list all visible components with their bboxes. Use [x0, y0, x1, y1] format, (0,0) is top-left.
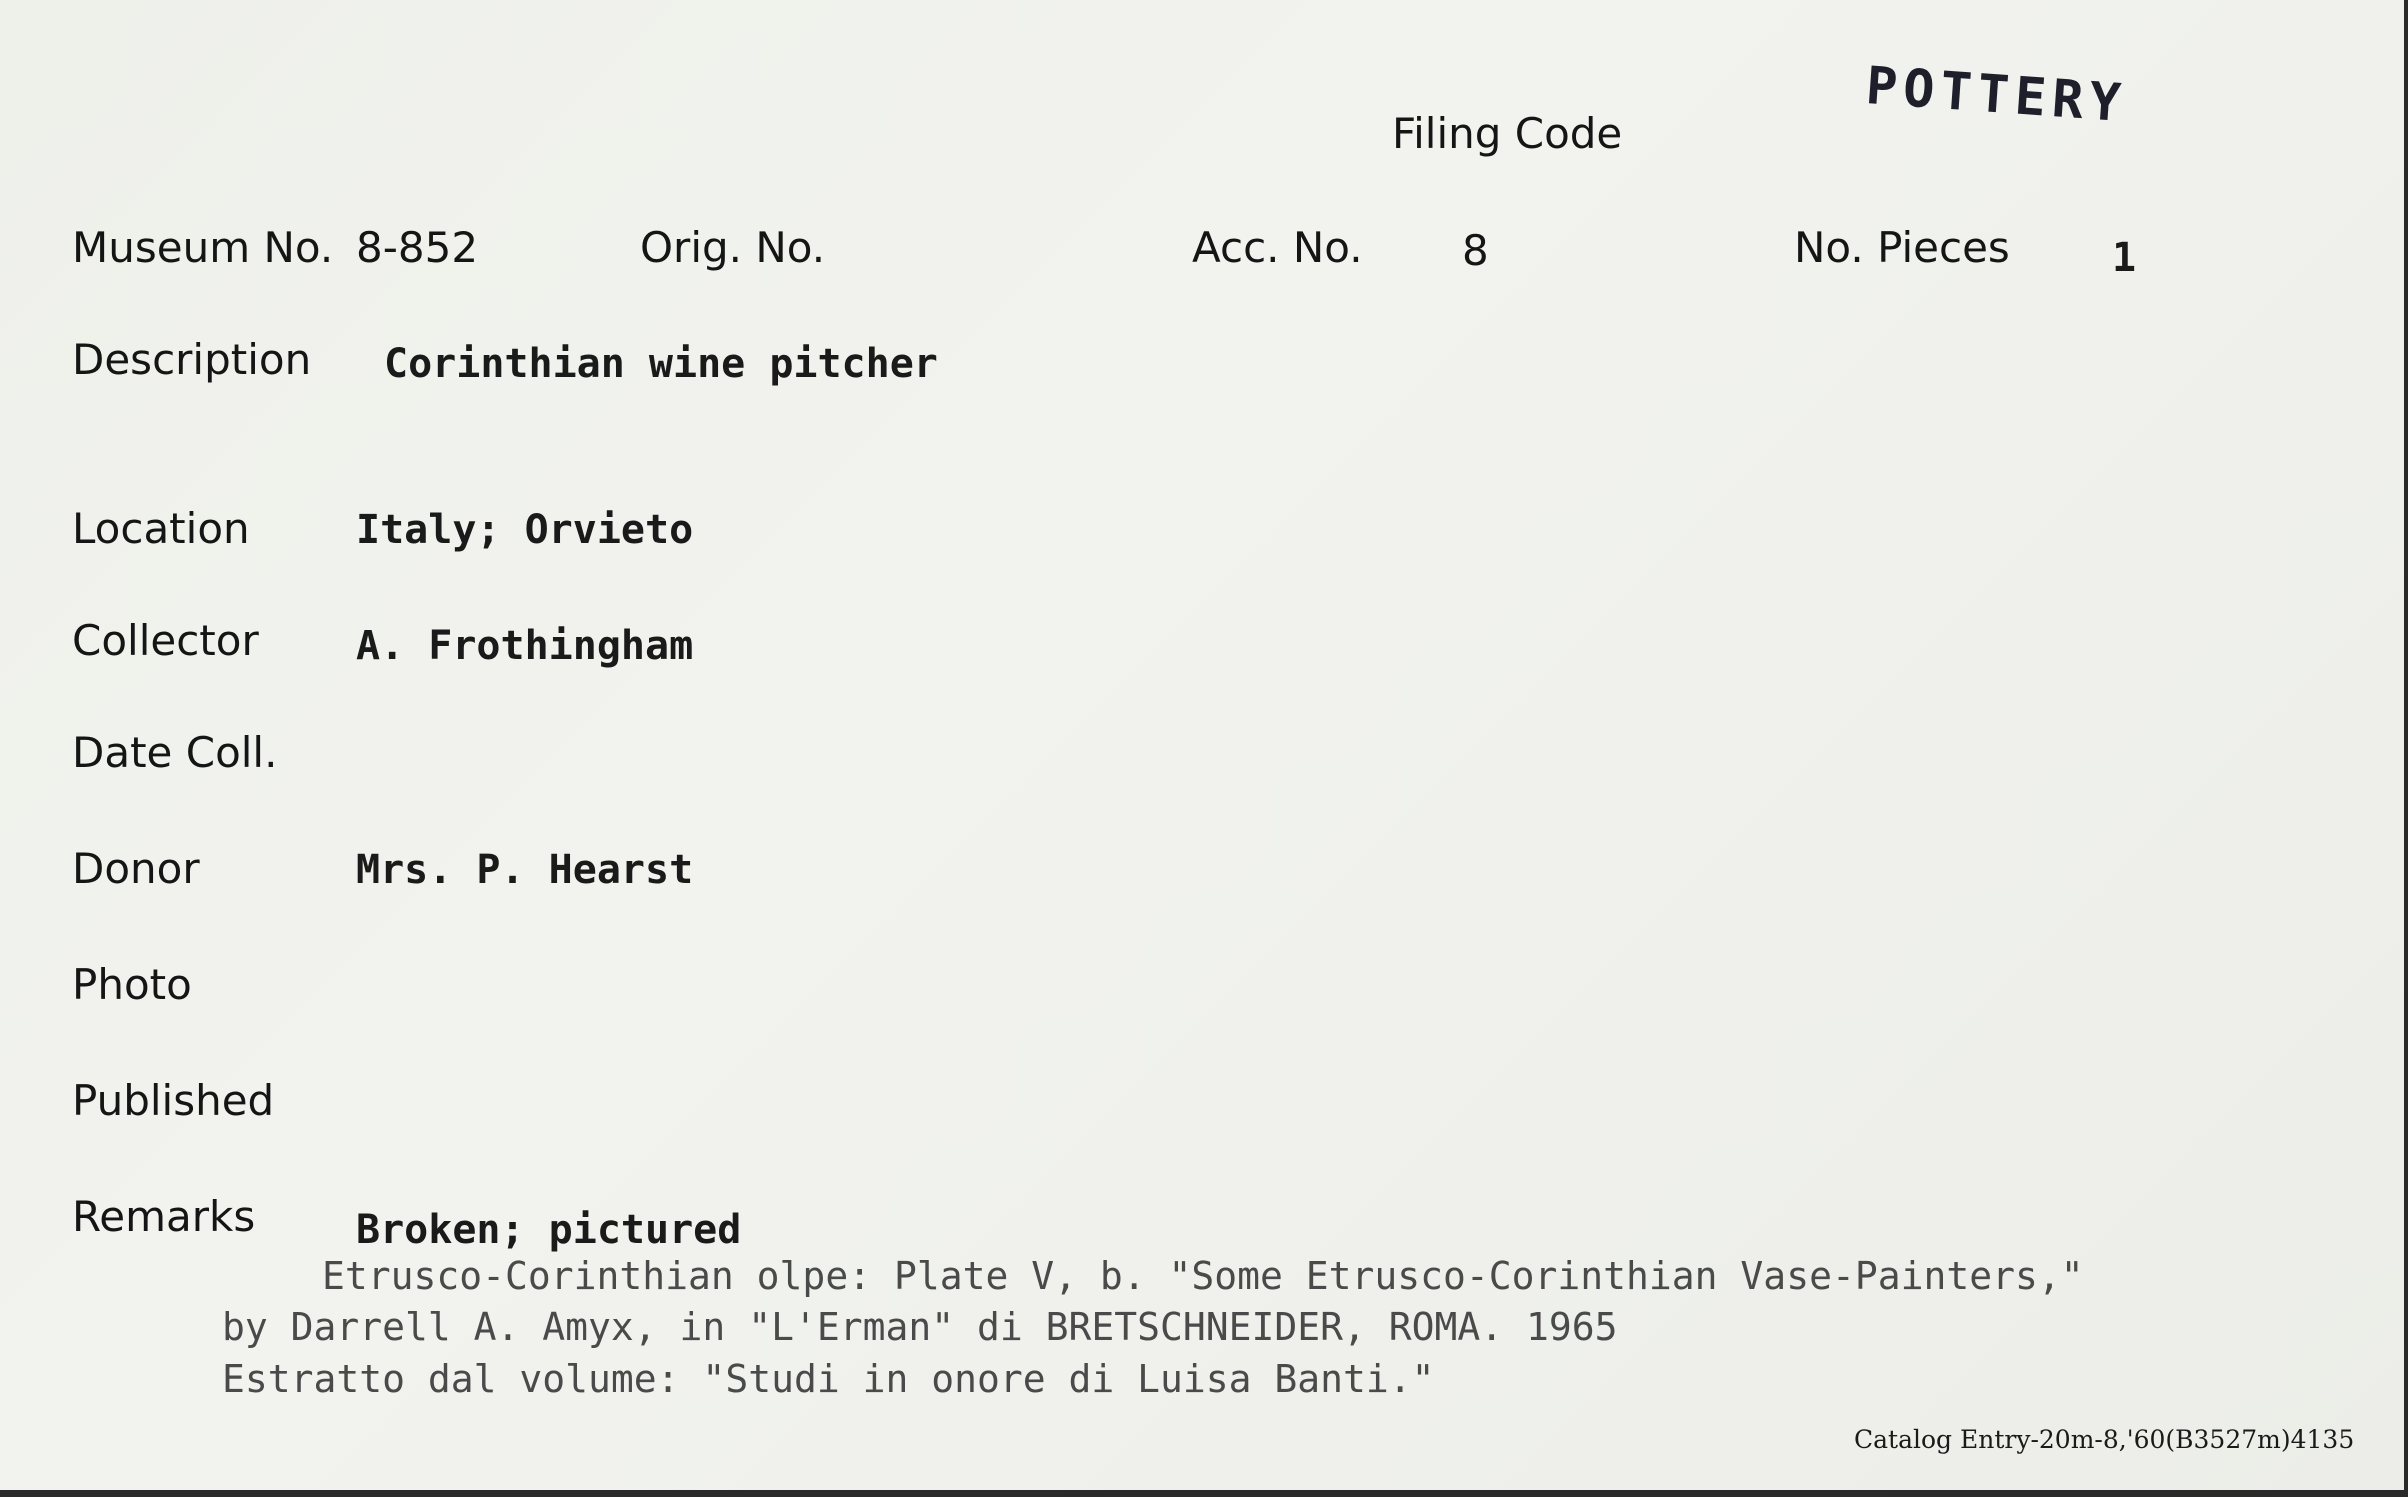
published-label: Published — [72, 1076, 275, 1125]
location-label: Location — [72, 504, 250, 553]
publication-note-line1: Etrusco-Corinthian olpe: Plate V, b. "Some Etrusco-Corinthian Vase-Painters," — [322, 1254, 2084, 1298]
acc-no-label: Acc. No. — [1192, 223, 1363, 272]
photo-label: Photo — [72, 960, 192, 1009]
collector-label: Collector — [72, 616, 259, 665]
collector-value: A. Frothingham — [356, 623, 694, 669]
acc-no-value: 8 — [1462, 226, 1489, 275]
print-code: Catalog Entry-20m-8,'60(B3527m)4135 — [1854, 1425, 2355, 1454]
museum-no-label: Museum No. — [72, 223, 334, 272]
description-label: Description — [72, 335, 312, 384]
orig-no-label: Orig. No. — [640, 223, 826, 272]
remarks-value: Broken; pictured — [356, 1207, 742, 1253]
publication-note-line3: Estratto dal volume: "Studi in onore di Luisa Banti." — [222, 1357, 1435, 1401]
donor-value: Mrs. P. Hearst — [356, 847, 694, 893]
donor-label: Donor — [72, 844, 200, 893]
no-pieces-label: No. Pieces — [1794, 223, 2010, 272]
description-value: Corinthian wine pitcher — [384, 341, 938, 387]
remarks-label: Remarks — [72, 1192, 256, 1241]
location-value: Italy; Orvieto — [356, 507, 694, 553]
no-pieces-value: 1 — [2112, 235, 2137, 281]
museum-no-value: 8-852 — [356, 223, 479, 272]
date-coll-label: Date Coll. — [72, 728, 278, 777]
category-stamp: POTTERY — [1863, 56, 2129, 135]
filing-code-label: Filing Code — [1392, 109, 1623, 158]
publication-note-line2: by Darrell A. Amyx, in "L'Erman" di BRETSCHNEIDER, ROMA. 1965 — [222, 1305, 1618, 1349]
